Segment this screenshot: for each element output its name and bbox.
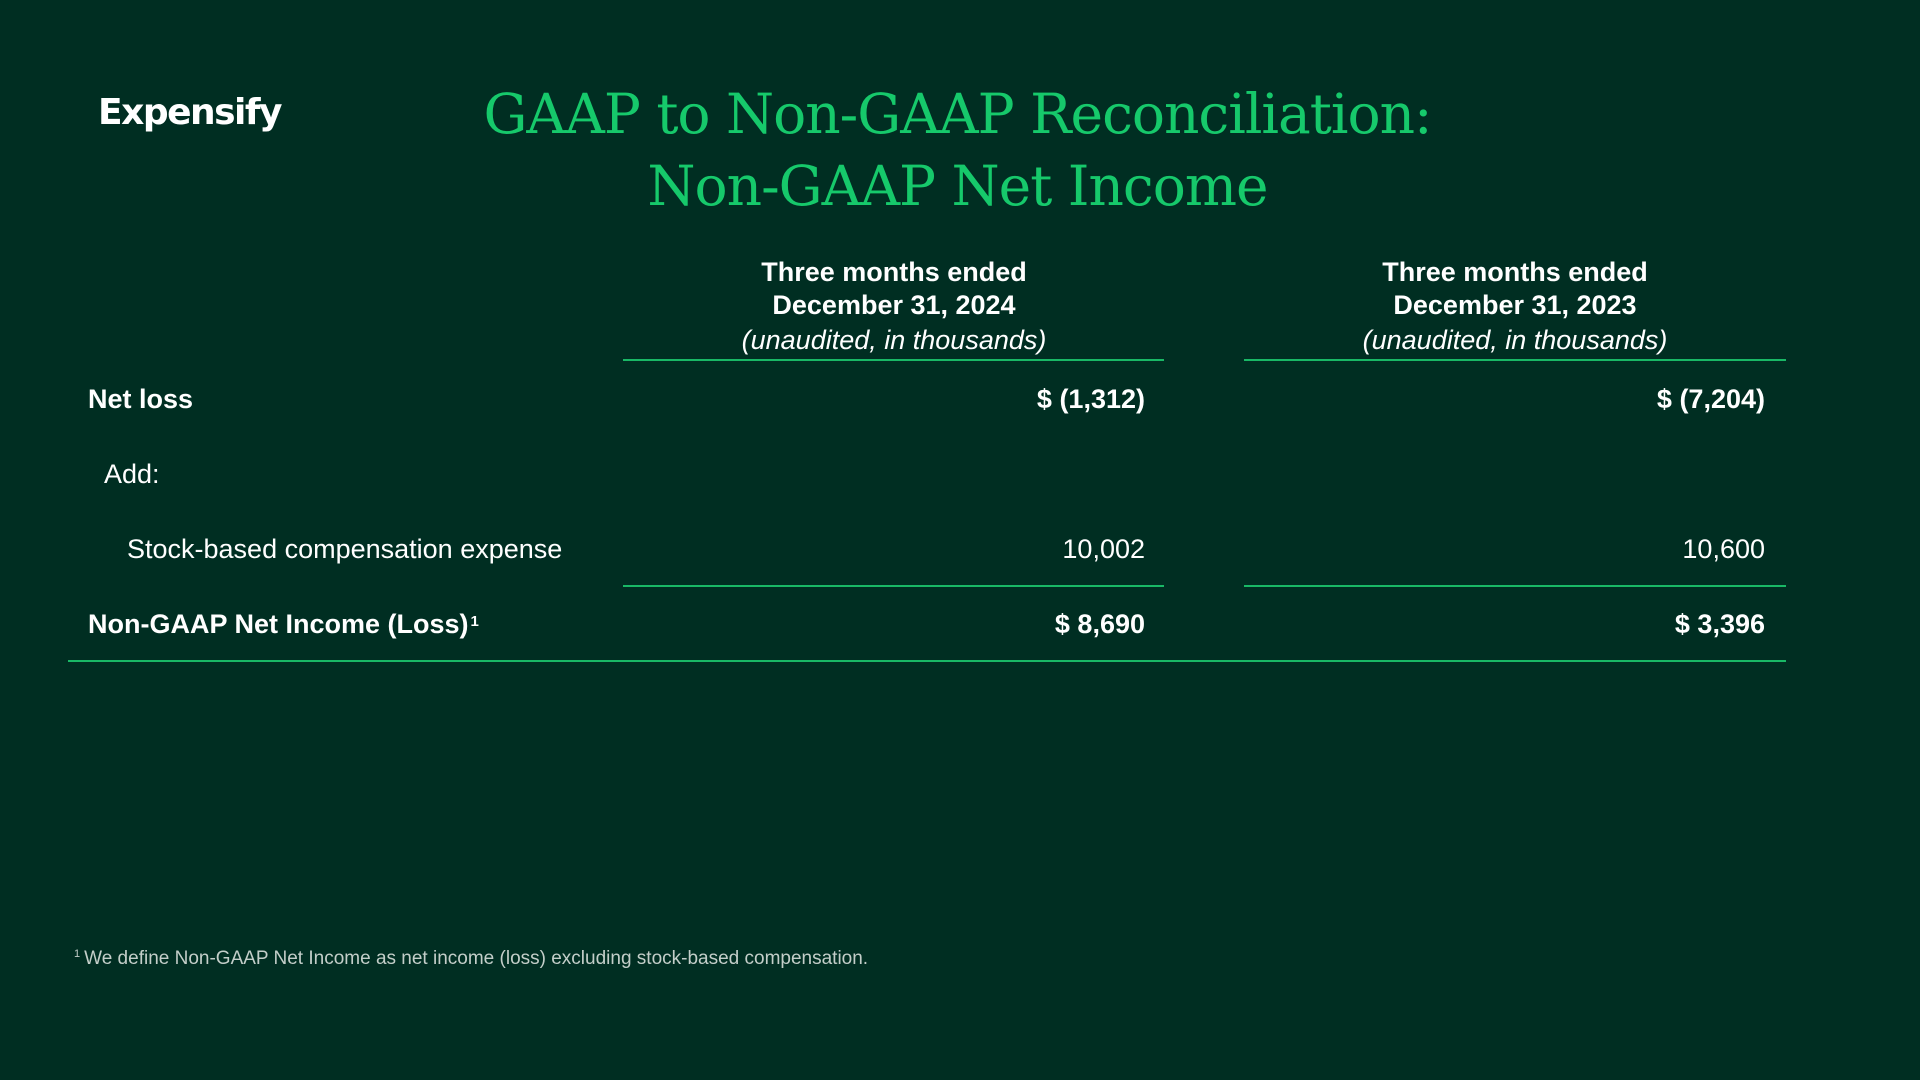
- value-net-loss-2024: $ (1,312): [1036, 384, 1145, 414]
- column-header-note: (unaudited, in thousands): [741, 325, 1047, 355]
- value-net-loss-2023: $ (7,204): [1656, 384, 1765, 414]
- row-label-net-loss: Net loss: [88, 384, 194, 414]
- column-header-2023: [1244, 256, 1786, 358]
- value-non-gaap-2024: $ 8,690: [1054, 609, 1145, 639]
- subtotal-rule-2024: [623, 585, 1164, 587]
- column-header-note: (unaudited, in thousands): [1362, 325, 1668, 355]
- column-header-period: Three months ended: [1382, 257, 1648, 287]
- column-header-date: December 31, 2024: [772, 290, 1016, 320]
- row-label-stock-comp: Stock-based compensation expense: [127, 534, 563, 564]
- company-logo: Expensify: [98, 92, 282, 133]
- title-line-1: GAAP to Non-GAAP Reconciliation:: [483, 82, 1432, 146]
- row-label-non-gaap-net-income: [88, 607, 479, 641]
- footnote: [74, 948, 868, 970]
- value-stock-comp-2023: 10,600: [1682, 534, 1765, 564]
- footnote-text: We define Non-GAAP Net Income as net income (loss) excluding stock-based compensation.: [84, 948, 869, 969]
- row-label-text: Non-GAAP Net Income (Loss): [88, 609, 469, 639]
- column-header-underline-2023: [1244, 359, 1786, 361]
- column-header-2024: [623, 256, 1165, 358]
- row-label-add: Add:: [104, 459, 160, 489]
- subtotal-rule-2023: [1244, 585, 1786, 587]
- title-line-2: Non-GAAP Net Income: [647, 154, 1268, 218]
- column-header-period: Three months ended: [761, 257, 1027, 287]
- value-non-gaap-2023: $ 3,396: [1674, 609, 1765, 639]
- page-title: [380, 78, 1535, 222]
- column-header-date: December 31, 2023: [1393, 290, 1637, 320]
- footnote-marker: 1: [74, 948, 81, 960]
- column-header-underline-2024: [623, 359, 1164, 361]
- footnote-marker: 1: [470, 613, 479, 630]
- value-stock-comp-2024: 10,002: [1062, 534, 1145, 564]
- table-bottom-rule: [68, 660, 1786, 662]
